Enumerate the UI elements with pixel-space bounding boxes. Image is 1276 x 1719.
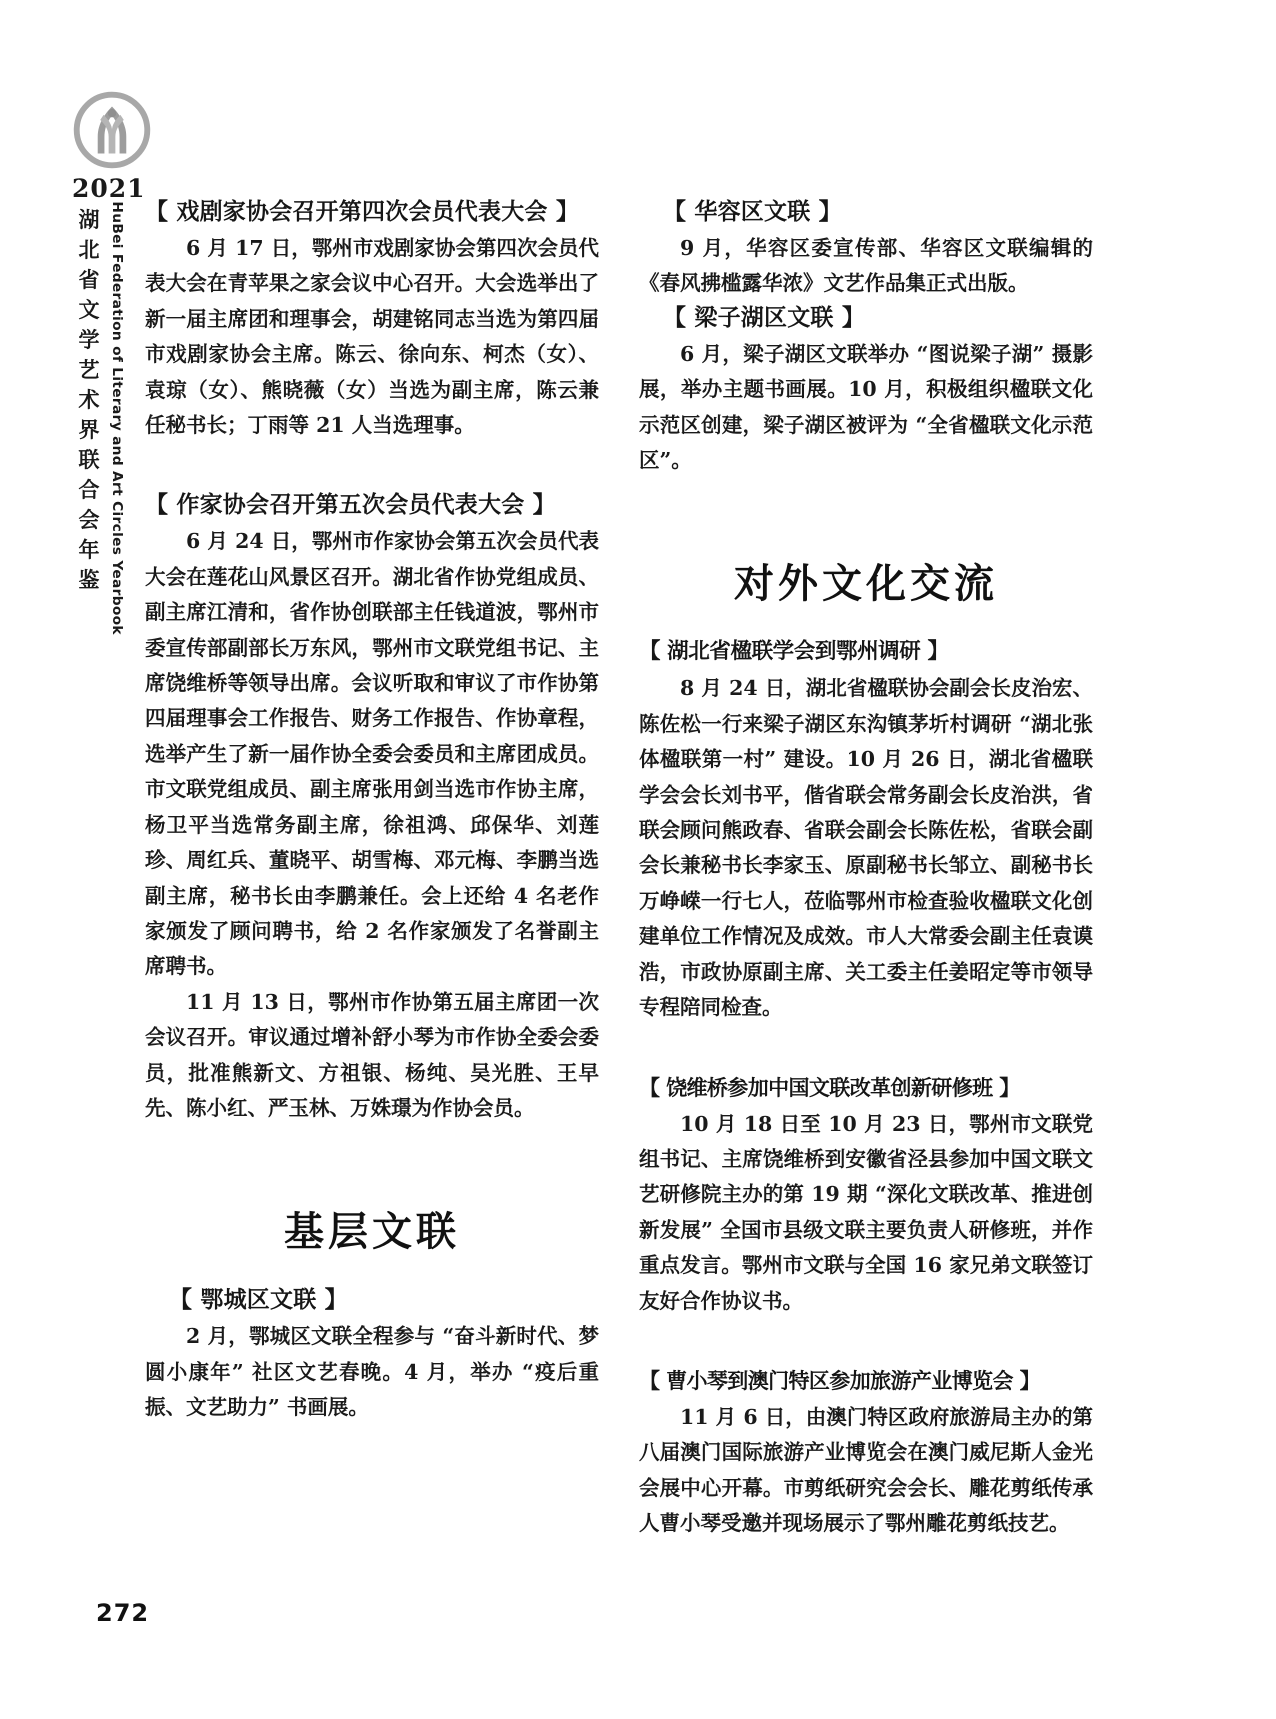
page-number: 272 — [96, 1599, 150, 1627]
article-paragraph: 8 月 24 日，湖北省楹联协会副会长皮治宏、陈佐松一行来梁子湖区东沟镇茅圻村调研 “湖北张体楹联第一村” 建设。10 月 26 日，湖北省楹联学会会长刘书平，偕省联会常务副会长皮治洪，省联会顾问熊政春、省联会副会长陈佐松，省联会副会长兼秘书长李家玉、原副秘书长邹立、副秘书长万峥嵘一行七人，莅临鄂州市检查验收楹联文化创建单位工作情况及成效。市人大常委会副主任袁谟浩，市政协原副主席、关工委主任姜昭定等市领导专程陪同检查。 — [639, 676, 1093, 1020]
article-paragraph: 9 月，华容区委宣传部、华容区文联编辑的《春风拂槛露华浓》文艺作品集正式出版。 — [639, 236, 1093, 296]
article-title: 【 作家协会召开第五次会员代表大会 】 — [145, 492, 556, 519]
masthead-year: 2021 — [72, 174, 146, 203]
article-title: 【 华容区文联 】 — [663, 199, 842, 225]
page-columns — [145, 196, 1093, 1542]
article-title: 【 戏剧家协会召开第四次会员代表大会 】 — [145, 199, 580, 225]
spacer — [145, 1126, 599, 1206]
spacer — [145, 1258, 599, 1284]
spacer — [639, 478, 1093, 558]
spacer — [639, 1026, 1093, 1072]
spine-title-chinese: 湖北省文学艺术界联合会年鉴 — [78, 208, 100, 592]
article-title: 【 饶维桥参加中国文联改革创新研修班 】 — [639, 1075, 1020, 1100]
article-title: 【 梁子湖区文联 】 — [663, 304, 866, 331]
article-paragraph: 11 月 6 日，由澳门特区政府旅游局主办的第八届澳门国际旅游产业博览会在澳门威尼斯人金光会展中心开幕。市剪纸研究会会长、雕花剪纸传承人曹小琴受邀并现场展示了鄂州雕花剪纸技艺。 — [639, 1404, 1093, 1536]
right-column — [639, 196, 1093, 1542]
article-paragraph: 6 月 24 日，鄂州市作家协会第五次会员代表大会在莲花山风景区召开。湖北省作协党组成员、副主席江清和，省作协创联部主任钱道波，鄂州市委宣传部副部长万东风，鄂州市文联党组书记、主席饶维桥等领导出席。会议听取和审议了市作协第四届理事会工作报告、财务工作报告、作协章程，选举产生了新一届作协全委会委员和主席团成员。市文联党组成员、副主席张用剑当选市作协主席，杨卫平当选常务副主席，徐祖鸿、邱保华、刘莲珍、周红兵、董晓平、胡雪梅、邓元梅、李鹏当选副主席，秘书长由李鹏兼任。会上还给 4 名老作家颁发了顾问聘书，给 2 名作家颁发了名誉副主席聘书。 — [145, 529, 599, 979]
article-title: 【 曹小琴到澳门特区参加旅游产业博览会 】 — [639, 1368, 1041, 1393]
section-heading: 基层文联 — [284, 1209, 460, 1256]
spacer — [639, 610, 1093, 636]
spacer — [639, 1319, 1093, 1365]
spacer — [145, 443, 599, 489]
left-column — [145, 196, 599, 1542]
article-paragraph: 6 月，梁子湖区文联举办 “图说梁子湖” 摄影展，举办主题书画展。10 月，积极组织楹联文化示范区创建，梁子湖区被评为 “全省楹联文化示范区”。 — [639, 341, 1093, 473]
article-paragraph: 10 月 18 日至 10 月 23 日，鄂州市文联党组书记、主席饶维桥到安徽省泾县参加中国文联文艺研修院主办的第 19 期 “深化文联改革、推进创新发展” 全国市县级文联主要负责人研修班，并作重点发言。鄂州市文联与全国 16 家兄弟文联签订友好合作协议书。 — [639, 1111, 1093, 1313]
section-heading: 对外文化交流 — [734, 561, 998, 608]
article-paragraph: 2 月，鄂城区文联全程参与 “奋斗新时代、梦圆小康年” 社区文艺春晚。4 月，举办 “疫后重振、文艺助力” 书画展。 — [145, 1324, 599, 1420]
federation-emblem-icon — [70, 88, 154, 172]
spine-label — [74, 201, 128, 635]
masthead — [62, 88, 172, 203]
article-paragraph: 6 月 17 日，鄂州市戏剧家协会第四次会员代表大会在青苹果之家会议中心召开。大会选举出了新一届主席团和理事会，胡建铭同志当选为第四届市戏剧家协会主席。陈云、徐向东、柯杰（女）、袁琼（女）、熊晓薇（女）当选为副主席，陈云兼任秘书长；丁雨等 21 人当选理事。 — [145, 236, 599, 438]
spine-title-english: HuBei Federation of Literary and Art Circles Yearbook — [109, 201, 125, 635]
article-paragraph: 11 月 13 日，鄂州市作协第五届主席团一次会议召开。审议通过增补舒小琴为市作协全委会委员，批准熊新文、方祖银、杨纯、吴光胜、王早先、陈小红、严玉林、万姝璟为作协会员。 — [145, 989, 599, 1120]
article-title: 【 湖北省楹联学会到鄂州调研 】 — [639, 639, 949, 665]
article-title: 【 鄂城区文联 】 — [169, 1287, 348, 1314]
